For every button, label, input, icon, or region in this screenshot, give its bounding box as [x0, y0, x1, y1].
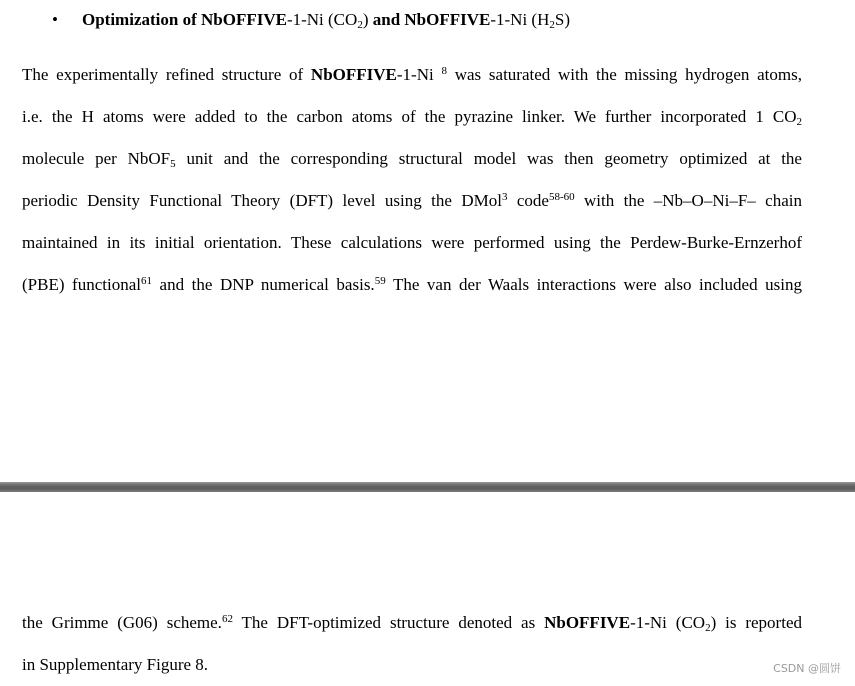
text-run: and the DNP numerical basis. [151, 275, 375, 294]
citation-sup: 61 [140, 275, 152, 287]
citation-sup: 62 [221, 613, 233, 625]
paragraph-line [22, 180, 802, 222]
text-run: molecule per NbOF [22, 149, 171, 168]
paragraph-line [22, 138, 802, 180]
heading-text [82, 10, 570, 29]
citation-sup: 59 [374, 275, 386, 287]
page-break-gap [0, 482, 855, 492]
heading-bold-1: Optimization of NbOFFIVE [82, 10, 287, 29]
text-run: maintained in its initial orientation. These calculations were performed using the Perdew-Burke-Ernzerhof [22, 233, 802, 252]
paragraph-line [22, 54, 802, 96]
citation-sup: 8 [441, 65, 447, 77]
paragraph-top [22, 54, 802, 306]
text-run: -1-Ni [396, 65, 442, 84]
watermark: CSDN @圆饼 [773, 662, 841, 675]
paragraph-line [22, 602, 802, 644]
paragraph-line [22, 644, 802, 686]
paragraph-line [22, 96, 802, 138]
heading-sub-2: 2 [549, 19, 555, 31]
text-run: with the –Nb–O–Ni–F– chain [574, 191, 803, 210]
section-heading [52, 8, 570, 32]
heading-close-2: S) [554, 10, 570, 29]
citation-sup: 58-60 [548, 191, 575, 203]
text-run: (PBE) functional [22, 275, 141, 294]
text-run: -1-Ni (CO [630, 613, 706, 632]
bullet-icon: • [52, 10, 58, 29]
text-run: unit and the corresponding structural model was then geometry optimized at the [175, 149, 802, 168]
heading-close-1: ) [362, 10, 369, 29]
text-run: in Supplementary Figure 8. [22, 655, 209, 674]
paragraph-bottom [22, 602, 802, 686]
compound-name: NbOFFIVE [310, 65, 397, 84]
subscript: 2 [705, 622, 711, 634]
text-run: The DFT-optimized structure denoted as [232, 613, 545, 632]
text-run: ) is reported [710, 613, 802, 632]
heading-sub-1: 2 [357, 19, 363, 31]
document-page-bottom [0, 492, 855, 684]
paragraph-line [22, 264, 802, 306]
text-run: The van der Waals interactions were also included using [385, 275, 802, 294]
text-run: The experimentally refined structure of [22, 65, 311, 84]
heading-normal-2: -1-Ni (H [490, 10, 550, 29]
text-run: the Grimme (G06) scheme. [22, 613, 222, 632]
superscript: 3 [501, 191, 508, 203]
text-run: was saturated with the missing hydrogen atoms, [446, 65, 802, 84]
text-run: code [507, 191, 549, 210]
text-run: periodic Density Functional Theory (DFT) level using the DMol [22, 191, 502, 210]
compound-name: NbOFFIVE [544, 613, 631, 632]
text-run: i.e. the H atoms were added to the carbon atoms of the pyrazine linker. We further incorporated 1 CO [22, 107, 797, 126]
subscript: 5 [170, 158, 176, 170]
heading-bold-2: and NbOFFIVE [368, 10, 491, 29]
paragraph-line [22, 222, 802, 264]
heading-normal-1: -1-Ni (CO [286, 10, 358, 29]
subscript: 2 [796, 116, 802, 128]
